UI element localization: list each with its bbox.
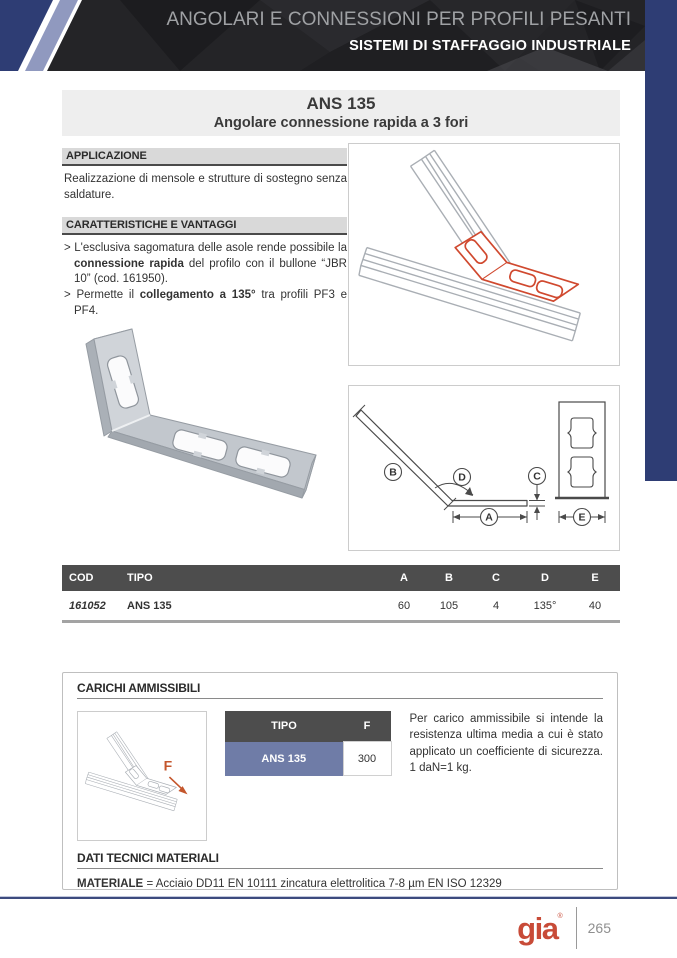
bullet-text: Permette il [76,289,140,302]
header-subtitle: SISTEMI DI STAFFAGGIO INDUSTRIALE [349,38,631,54]
col-header-b: B [426,565,472,591]
assembly-illustration-graphic [349,144,619,365]
footer-vertical-divider [576,907,577,949]
force-label: F [163,757,173,774]
caratteristiche-heading: CARATTERISTICHE E VANTAGGI [62,217,347,235]
brand-logo [517,910,563,946]
col-header-c: C [472,565,520,591]
cell-cod: 161052 [62,591,120,622]
applicazione-text: Realizzazione di mensole e strutture di sostegno senza saldature. [64,173,347,201]
dim-label-c: C [533,470,541,483]
footer-divider-rule [0,896,677,899]
col-header-tipo: TIPO [120,565,382,591]
col-header-e: E [570,565,620,591]
product-name-title: Angolare connessione rapida a 3 fori [213,115,469,131]
carichi-section-box [62,672,618,890]
cell-e: 40 [570,591,620,622]
load-diagram-graphic [78,712,204,838]
col-header-a: A [382,565,426,591]
registered-mark: ® [557,912,563,920]
brand-logo-text: gia [517,910,558,946]
carichi-note: Per carico ammissibile si intende la resistenza ultima media a cui è stato applicato un coefficiente di sicurezza. 1 daN=1 kg. [409,713,603,774]
page-number: 265 [587,920,611,936]
left-column [62,148,347,320]
cell-d: 135° [520,591,570,622]
header-text-block [166,9,631,54]
load-col-f: F [343,711,391,742]
right-accent-strip [645,0,677,481]
materiale-label: MATERIALE [77,878,144,890]
dim-label-d: D [458,471,466,484]
load-table [225,711,392,776]
load-col-tipo: TIPO [225,711,343,742]
dimension-diagram-graphic [349,386,619,550]
bullet-text-bold: collegamento a 135° [139,289,256,302]
load-direction-diagram [77,711,207,841]
cell-tipo: ANS 135 [120,591,382,622]
dim-label-e: E [578,511,586,524]
cell-c: 4 [472,591,520,622]
col-header-cod: COD [62,565,120,591]
header-title: ANGOLARI E CONNESSIONI PER PROFILI PESANTI [166,9,631,30]
bracket-photo-graphic [62,303,344,545]
product-title-box [62,90,620,136]
bullet-marker: > [64,289,71,302]
cell-b: 105 [426,591,472,622]
dati-tecnici-heading: DATI TECNICI MATERIALI [77,851,603,869]
carichi-heading: CARICHI AMMISSIBILI [77,681,603,699]
assembly-illustration-box [348,143,620,366]
dimension-diagram-box [348,385,620,551]
list-item [64,241,347,289]
col-header-d: D [520,565,570,591]
dim-label-b: B [389,466,397,479]
bullet-text-bold: connessione rapida [74,257,184,270]
materiale-text: = Acciaio DD11 EN 10111 zincatura elettrolitica 7-8 µm EN ISO 12329 [146,878,502,890]
load-cell-f: 300 [343,742,391,776]
dim-label-a: A [485,511,493,524]
materiale-line [77,878,603,890]
table-header-row [62,565,620,591]
bullet-text: L'esclusiva sagomatura delle asole rende possibile la [74,241,347,254]
load-cell-tipo: ANS 135 [225,742,343,776]
bullet-text: tra profili PF3 e PF4. [74,289,347,318]
table-header-row [225,711,391,742]
bullet-marker: > [64,241,71,254]
bullet-text: del profilo con il bullone “JBR 10” (cod. 161950). [74,257,347,286]
carichi-content-row [77,711,603,843]
page-header [0,0,677,72]
applicazione-heading: APPLICAZIONE [62,148,347,166]
page-footer [517,904,611,952]
product-code-title: ANS 135 [306,94,376,113]
product-photo [62,303,344,545]
table-row [62,591,620,622]
table-row [225,742,391,776]
cell-a: 60 [382,591,426,622]
dimensions-table [62,565,620,623]
